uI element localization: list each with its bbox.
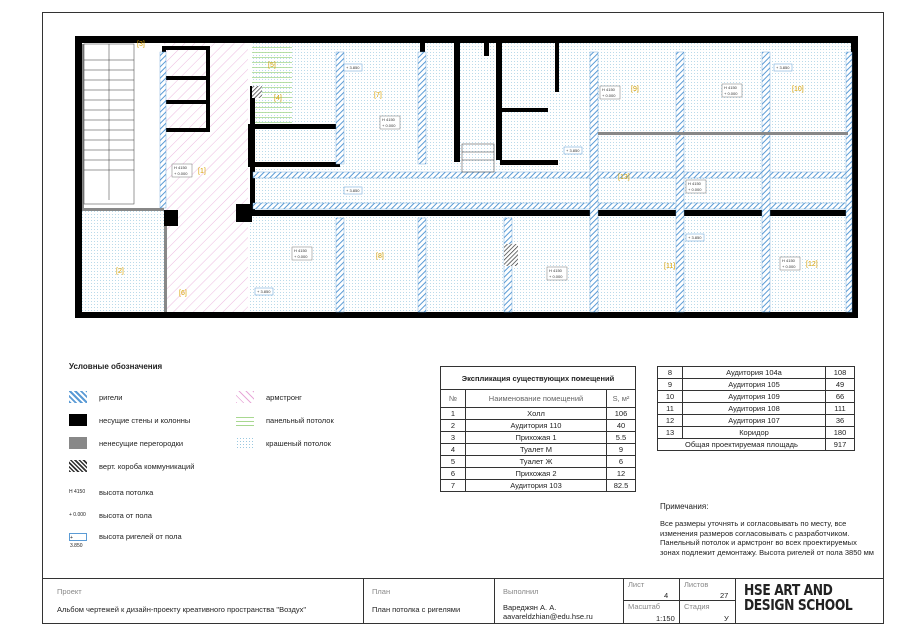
- col-header: S, м²: [607, 390, 636, 408]
- plan-label: План: [372, 587, 391, 596]
- floor-height-tag: + 0.000: [382, 123, 396, 128]
- legend-title: Условные обозначения: [69, 362, 163, 371]
- table-row: 6 Прихожая 2 12: [441, 468, 636, 480]
- panel-swatch: [236, 414, 254, 426]
- sheet-cell: [623, 579, 679, 601]
- author-label: Выполнил: [503, 587, 539, 596]
- room-label: [6]: [179, 290, 187, 297]
- table-row: 13 Коридор 180: [658, 427, 855, 439]
- ceiling-height-tag: H 4150: [688, 181, 701, 186]
- ceiling-height-tag: H 4150: [602, 87, 615, 92]
- beam-height-tag: + 3.850: [346, 188, 360, 193]
- ceiling-height-tag: H 4150: [174, 165, 187, 170]
- floor-height-symbol: + 0.000: [69, 512, 86, 518]
- legend-label: ригели: [99, 392, 123, 402]
- table-title: Экспликация существующих помещений: [441, 367, 636, 390]
- table-row: 4 Туалет М 9: [441, 444, 636, 456]
- legend-item-armstrong: [236, 391, 302, 403]
- floor-height-tag: + 0.000: [174, 171, 188, 176]
- legend-item-beams: [69, 391, 122, 403]
- legend-item-walls: [69, 414, 190, 426]
- panel-ceiling-area: [252, 42, 292, 124]
- stage-cell: [679, 601, 735, 624]
- legend-item-shafts: [69, 460, 194, 472]
- legend-label: высота от пола: [99, 510, 152, 520]
- beam-height-tag: + 3.850: [688, 235, 702, 240]
- legend-label: высота потолка: [99, 487, 154, 497]
- author-name: Вареджян А. А.: [503, 603, 557, 612]
- table-row: 8 Аудитория 104а 108: [658, 367, 855, 379]
- project-label: Проект: [57, 587, 82, 596]
- scale-value: 1:150: [656, 614, 675, 623]
- legend-label: верт. короба коммуникаций: [99, 461, 195, 471]
- legend-item-beam-height: [69, 532, 182, 549]
- room-label: [12]: [806, 261, 818, 268]
- logo-line: DESIGN SCHOOL: [744, 596, 853, 614]
- table-row: 3 Прихожая 1 5.5: [441, 432, 636, 444]
- logo-line: HSE ART AND: [744, 581, 833, 599]
- project-value: Альбом чертежей к дизайн-проекту креативного пространства "Воздух": [57, 605, 306, 614]
- legend-label: армстронг: [266, 392, 302, 402]
- legend-item-painted: [236, 437, 331, 449]
- beam-height-tag: + 3.850: [257, 289, 271, 294]
- table-total-row: Общая проектируемая площадь 917: [658, 439, 855, 451]
- explication-table: [440, 366, 636, 492]
- room-label: [10]: [792, 86, 804, 93]
- shaft-swatch: [69, 460, 87, 472]
- ceiling-height-tag: H 4150: [382, 117, 395, 122]
- ceiling-height-symbol: H 4150: [69, 489, 86, 495]
- ceiling-height-tag: H 4150: [782, 258, 795, 263]
- beam-height-tag: + 3.850: [776, 65, 790, 70]
- painted-swatch: [236, 437, 254, 449]
- table-row: 12 Аудитория 107 36: [658, 415, 855, 427]
- explication-table-continued: [657, 366, 855, 451]
- legend-item-panel: [236, 414, 334, 426]
- table-row: 7 Аудитория 103 82.5: [441, 480, 636, 492]
- legend-label: несущие стены и колонны: [99, 415, 191, 425]
- floor-height-tag: + 0.000: [602, 93, 616, 98]
- room-label: [11]: [664, 263, 676, 270]
- armstrong-swatch: [236, 391, 254, 403]
- room-label: [5]: [268, 62, 276, 69]
- ceiling-height-tag: H 4150: [724, 85, 737, 90]
- table-row: 11 Аудитория 108 111: [658, 403, 855, 415]
- legend-label: панельный потолок: [266, 415, 334, 425]
- room-label: [8]: [376, 253, 384, 260]
- beam-height-tag: + 3.850: [566, 148, 580, 153]
- table-row: 2 Аудитория 110 40: [441, 420, 636, 432]
- stage-label: Стадия: [684, 602, 710, 611]
- wall-swatch: [69, 414, 87, 426]
- sheets-value: 27: [720, 591, 729, 600]
- hse-logo: [744, 583, 852, 613]
- legend-item-floor-height: [69, 509, 152, 521]
- table-row: 1 Холл 106: [441, 408, 636, 420]
- floor-height-tag: + 0.000: [688, 187, 702, 192]
- plan-cell: [363, 579, 489, 624]
- partition-swatch: [69, 437, 87, 449]
- table-row: 5 Туалет Ж 6: [441, 456, 636, 468]
- beam-height-symbol: + 3.850: [69, 533, 87, 541]
- scale-cell: [623, 601, 679, 624]
- legend-item-partitions: [69, 437, 183, 449]
- sheet-value: 4: [664, 591, 669, 600]
- room-label: [4]: [274, 95, 282, 102]
- col-header: Наименование помещений: [466, 390, 607, 408]
- sheets-cell: [679, 579, 735, 601]
- legend-label: высота ригелей от пола: [99, 532, 182, 541]
- notes-title: Примечания:: [660, 502, 709, 511]
- author-cell: [494, 579, 620, 624]
- legend-item-ceiling-height: [69, 486, 153, 498]
- room-label: [13]: [618, 174, 630, 181]
- col-header: №: [441, 390, 466, 408]
- author-email: aavareldzhian@edu.hse.ru: [503, 612, 593, 621]
- room-label: [7]: [374, 92, 382, 99]
- table-row: 10 Аудитория 109 66: [658, 391, 855, 403]
- floor-height-tag: + 0.000: [549, 274, 563, 279]
- legend-label: крашеный потолок: [266, 438, 331, 448]
- stage-value: У: [724, 614, 729, 623]
- floor-height-tag: + 0.000: [782, 264, 796, 269]
- sheet-label: Лист: [628, 580, 645, 589]
- room-label: [9]: [631, 86, 639, 93]
- floor-height-tag: + 0.000: [724, 91, 738, 96]
- legend-label: ненесущие перегородки: [99, 438, 184, 448]
- room-label: [3]: [137, 41, 145, 48]
- scale-label: Масштаб: [628, 602, 661, 611]
- notes-text: Все размеры уточнять и согласовывать по месту, все изменения размеров согласовывать с разработчиком. Панельный потолок и армстронг во всех проектируемых зонах подлежит демонтажу. Высота ригелей от пола 3850 мм: [660, 519, 874, 557]
- ceiling-height-tag: H 4150: [549, 268, 562, 273]
- beam-height-tag: + 3.850: [346, 65, 360, 70]
- room-label: [1]: [198, 168, 206, 175]
- ceiling-height-tag: H 4150: [294, 248, 307, 253]
- sheets-label: Листов: [684, 580, 709, 589]
- room-label: [2]: [116, 268, 124, 275]
- plan-value: План потолка с ригелями: [372, 605, 461, 614]
- floor-height-tag: + 0.000: [294, 254, 308, 259]
- beam-swatch: [69, 391, 87, 403]
- table-row: 9 Аудитория 105 49: [658, 379, 855, 391]
